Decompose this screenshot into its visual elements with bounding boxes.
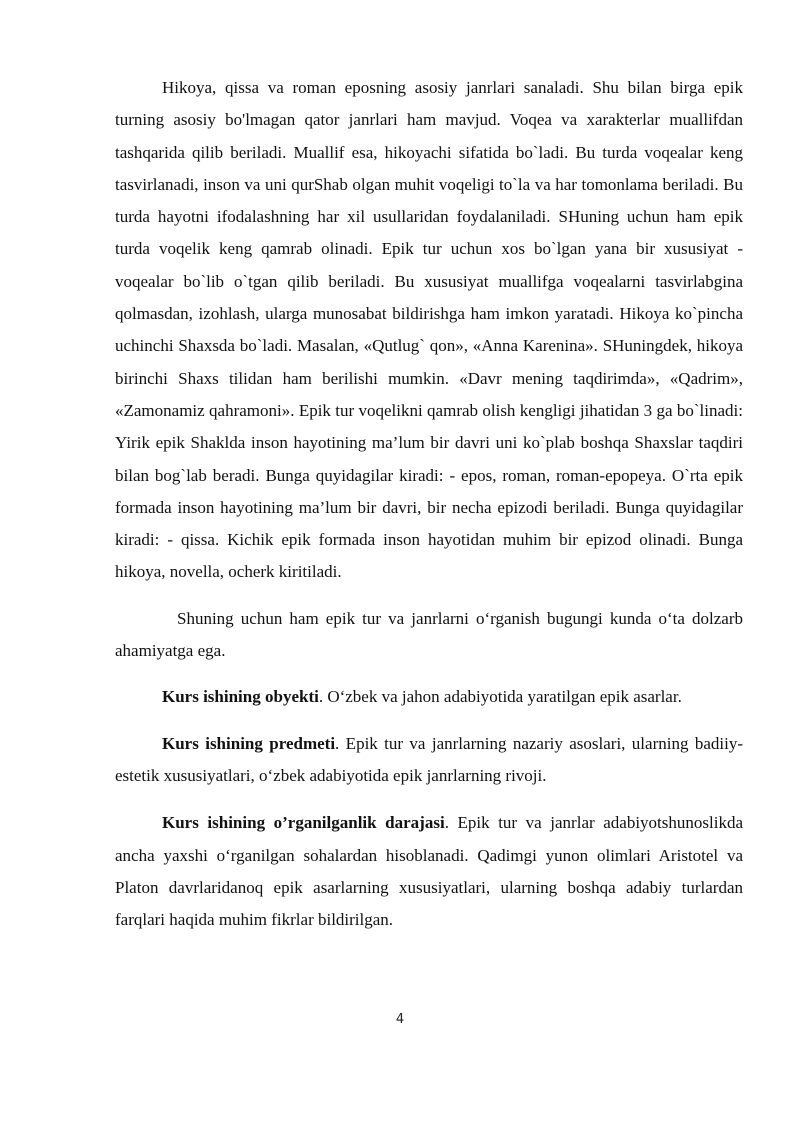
- subject-paragraph: [115, 728, 743, 793]
- subject-heading: Kurs ishining predmeti: [162, 733, 336, 753]
- degree-text: . Epik tur va janrlar adabiyotshunoslikda ancha yaxshi o‘rganilgan sohalardan hisoblanadi. Qadimgi yunon olimlari Aristotel va Platon davrlaridanoq epik asarlarning xususiyatlari, ularning boshqa adabiy turlardan farqlari haqida muhim fikrlar bildirilgan.: [115, 813, 743, 930]
- relevance-paragraph: Shuning uchun ham epik tur va janrlarni o‘rganish bugungi kunda o‘ta dolzarb ahamiyatga ega.: [115, 608, 743, 661]
- subject-text: . Epik tur va janrlarning nazariy asoslari, ularning badiiy-estetik xususiyatlari, o‘zbek adabiyotida epik janrlarning rivoji.: [115, 733, 743, 785]
- degree-paragraph: [115, 807, 743, 936]
- degree-heading: Kurs ishining o’rganilganlik darajasi: [162, 813, 445, 833]
- document-body: [115, 72, 743, 936]
- object-heading: Kurs ishining obyekti: [162, 687, 319, 707]
- intro-paragraph: Hikoya, qissa va roman eposning asosiy janrlari sanaladi. Shu bilan birga epik turning asosiy bo'lmagan qator janrlari ham mavjud. Voqea va xarakterlar muallifdan tashqarida qilib beriladi. Muallif esa, hikoyachi sifatida bo`ladi. Bu turda voqealar keng tasvirlanadi, inson va uni qurShab olgan muhit voqeligi to`la va har tomonlama beriladi. Bu turda hayotni ifodalashning har xil usullaridan foydalaniladi. SHuning uchun ham epik turda voqelik keng qamrab olinadi. Epik tur uchun xos bo`lgan yana bir xususiyat - voqealar bo`lib o`tgan qilib beriladi. Bu xususiyat muallifga voqealarni tasvirlabgina qolmasdan, izohlash, ularga munosabat bildirishga ham imkon yaratadi. Hikoya ko`pincha uchinchi Shaxsda bo`ladi. Masalan, «Qutlug` qon», «Anna Karenina». SHuningdek, hikoya birinchi Shaxs tilidan ham berilishi mumkin. «Davr mening taqdirimda», «Qadrim», «Zamonamiz qahramoni». Epik tur voqelikni qamrab olish kengligi jihatidan 3 ga bo`linadi: Yirik epik Shaklda inson hayotining ma’lum bir davri uni ko`plab boshqa Shaxslar taqdiri bilan bog`lab beradi. Bunga quyidagilar kiradi: - epos, roman, roman-epopeya. O`rta epik formada inson hayotining ma’lum bir davri, bir necha epizodi beriladi. Bunga quyidagilar kiradi: - qissa. Kichik epik formada inson hayotidan muhim bir epizod olinadi. Bunga hikoya, novella, ocherk kiritiladi.: [115, 78, 743, 582]
- object-text: . O‘zbek va jahon adabiyotida yaratilgan epik asarlar.: [318, 687, 682, 707]
- object-paragraph: [115, 681, 743, 713]
- page-number: 4: [395, 1012, 405, 1027]
